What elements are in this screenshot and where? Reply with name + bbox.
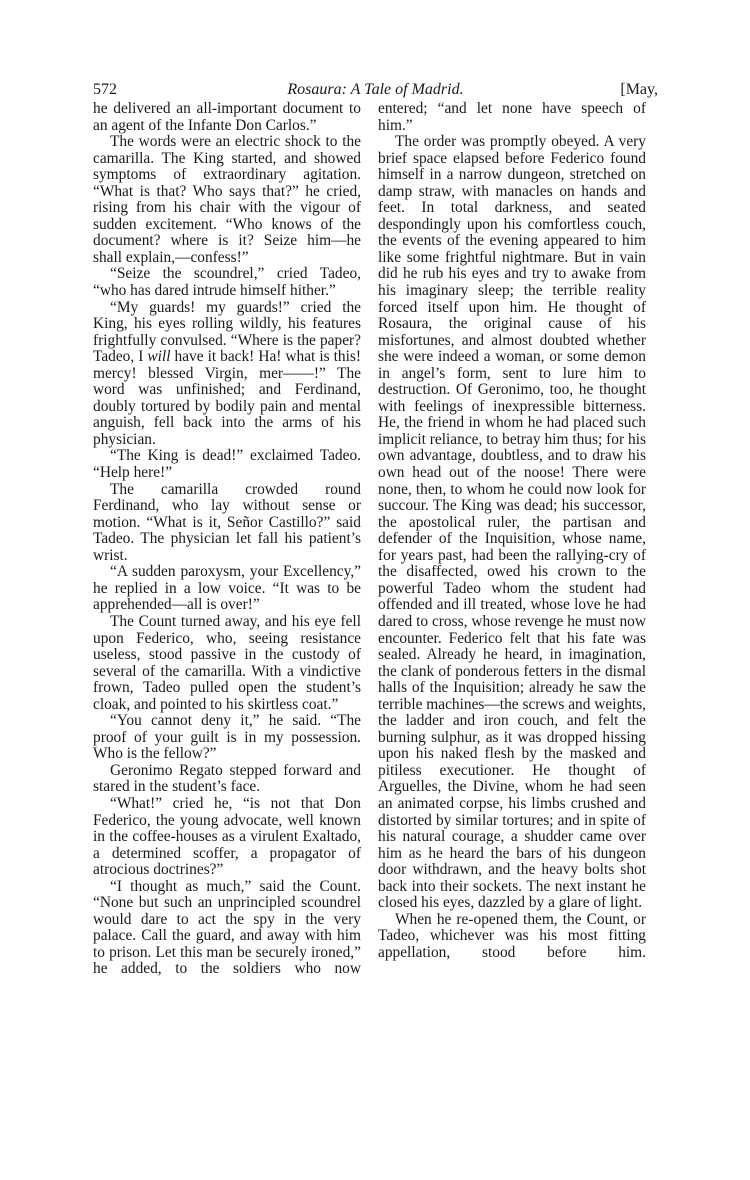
paragraph: The camarilla crowded round Ferdinand, who lay without sense or motion. “What is it, Señor Castillo?” said Tadeo. The physician let fall his patient’s wrist.: [93, 480, 361, 564]
paragraph: “You cannot deny it,” he said. “The proof of your guilt is in my possession. Who is the fellow?”: [93, 712, 361, 763]
running-date: [May,: [620, 81, 658, 98]
paragraph: Geronimo Regato stepped forward and stared in the student’s face.: [93, 761, 361, 796]
emphasis: will: [147, 348, 171, 366]
paragraph: The order was promptly obeyed. A very brief space elapsed before Federico found himself in a narrow dungeon, stretched on damp straw, with manacles on hands and feet. In total darkness, and seated despondingly upon his comfortless couch, the events of the evening appeared to him like some frightful nightmare. But in vain did he rub his eyes and try to awake from his imaginary sleep; the terrible reality forced itself upon him. He thought of Rosaura, the original cause of his misfortunes, and almost doubted whether she were indeed a woman, or some demon in angel’s form, sent to lure him to destruction. Of Geronimo, too, he thought with feelings of inexpressible bitterness. He, the friend in whom he had placed such implicit reliance, to betray him thus; for his own advantage, doubtless, and to draw his own head out of the noose! There were none, then, to whom he could now look for succour. The King was dead; his successor, the apostolical ruler, the partisan and defender of the Inquisition, whose name, for years past, had been the rallying-cry of the disaffected, owed his crown to the powerful Tadeo whom the student had offended and ill treated, whose love he had dared to cross, whose revenge he must now encounter. Federico felt that his fate was sealed. Already he heard, in imagination, the clank of ponderous fetters in the dismal halls of the Inquisition; already he saw the terrible machines—the screws and weights, the ladder and iron couch, and felt the burning sulphur, as it was dropped hissing upon his naked flesh by the masked and pitiless executioner. He thought of Arguelles, the Divine, whom he had seen an animated corpse, his limbs crushed and distorted by similar tortures; and in spite of his natural courage, a shudder came over him as he heard the bars of his dungeon door withdrawn, and the heavy bolts shot back into their sockets. The next instant he closed his eyes, dazzled by a glare of light.: [378, 133, 646, 912]
paragraph: he delivered an all-important document to an agent of the Infante Don Carlos.”: [93, 100, 361, 134]
right-column: [378, 101, 646, 961]
page-number: 572: [93, 81, 117, 98]
running-title: Rosaura: A Tale of Madrid.: [287, 81, 464, 98]
running-head: [93, 79, 658, 101]
paragraph-text: “My guards! my guards!” cried the King, his eyes rolling wildly, his features frightfully convulsed. “Where is the paper? Tadeo, I: [93, 298, 361, 366]
paragraph: The words were an electric shock to the camarilla. The King started, and showed symptoms of extraordinary agitation. “What is that? Who says that?” he cried, rising from his chair with the vigour of sudden excitement. “Who knows of the document? where is it? Seize him—he shall explain,—confess!”: [93, 133, 361, 266]
paragraph: The Count turned away, and his eye fell upon Federico, who, seeing resistance useless, stood passive in the custody of several of the camarilla. With a vindictive frown, Tadeo pulled open the student’s cloak, and pointed to his skirtless coat.”: [93, 612, 361, 713]
left-column: [93, 101, 361, 978]
paragraph: “I thought as much,” said the Count. “None but such an unprincipled scoundrel would dare to act the spy in the very palace. Call the guard, and away with him to prison. Let this man be securely ironed,” he added, to the soldiers who now: [93, 877, 361, 978]
paragraph: “A sudden paroxysm, your Excellency,” he replied in a low voice. “It was to be apprehended—all is over!”: [93, 563, 361, 614]
paragraph: entered; “and let none have speech of him.”: [378, 100, 646, 134]
paragraph: “What!” cried he, “is not that Don Federico, the young advocate, well known in the coffee-houses as a virulent Exaltado, a determined scoffer, a propagator of atrocious doctrines?”: [93, 794, 361, 879]
paragraph: “The King is dead!” exclaimed Tadeo. “Help here!”: [93, 447, 361, 482]
paragraph: When he re-opened them, the Count, or Tadeo, whichever was his most fitting appellation, stood before him.: [378, 910, 646, 961]
paragraph-text: have it back! Ha! what is this! mercy! blessed Virgin, mer——!” The word was unfinished; and Ferdinand, doubly tortured by bodily pain and mental anguish, fell back into the arms of his physician.: [93, 348, 361, 448]
paragraph: [93, 300, 361, 449]
paragraph: “Seize the scoundrel,” cried Tadeo, “who has dared intrude himself hither.”: [93, 265, 361, 300]
